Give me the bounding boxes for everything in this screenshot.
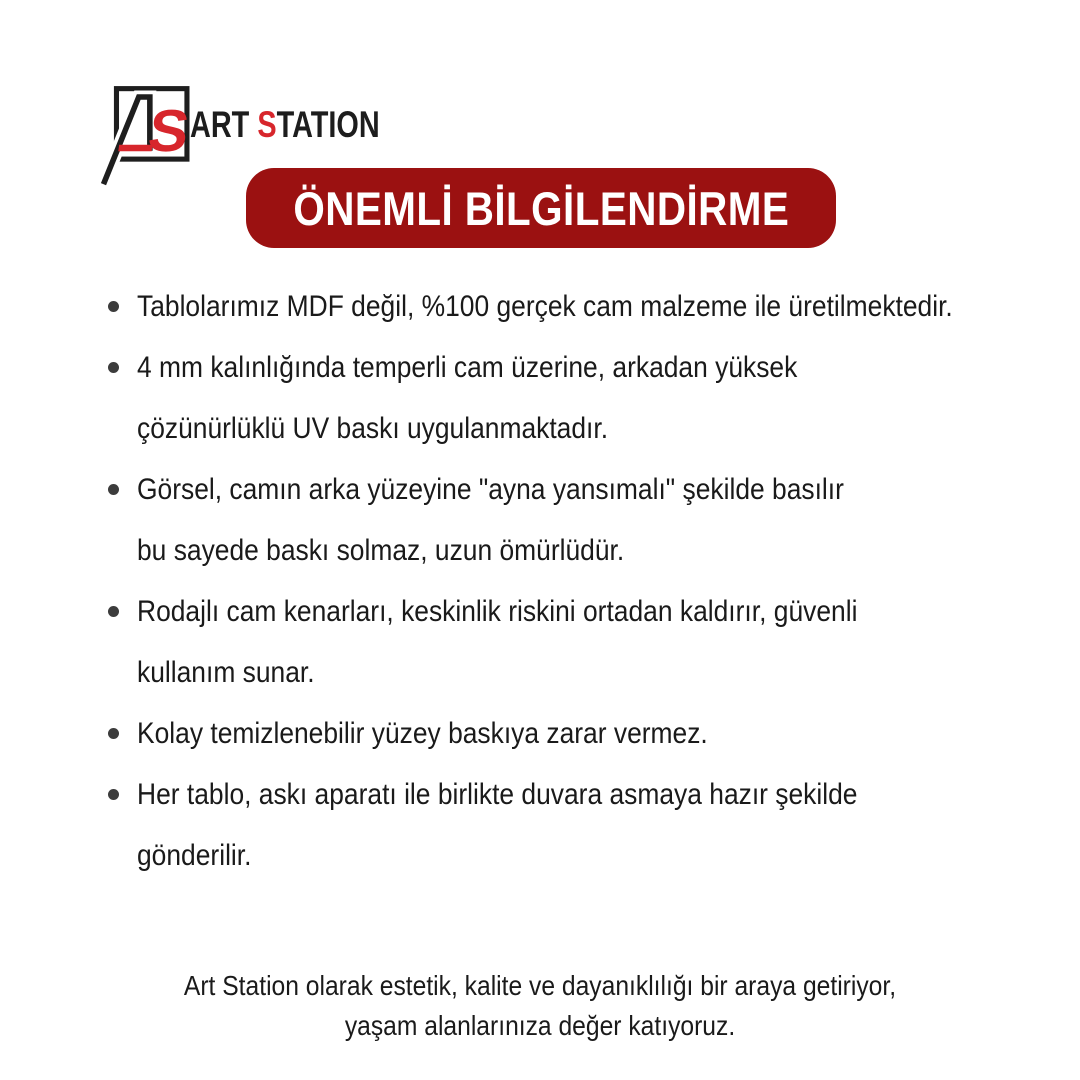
list-item	[108, 764, 1058, 886]
footer-line: yaşam alanlarınıza değer katıyoruz.	[344, 1010, 736, 1041]
wordmark-art: ART	[190, 104, 258, 145]
brand-wordmark	[190, 104, 380, 146]
bullet-dot-icon	[108, 484, 119, 495]
as-monogram-logo	[98, 84, 198, 186]
wordmark-tation: TATION	[276, 104, 380, 145]
feature-list	[108, 276, 1058, 886]
banner-title: ÖNEMLİ BİLGİLENDİRME	[293, 181, 789, 235]
bullet-dot-icon	[108, 789, 119, 800]
feature-line: Tablolarımız MDF değil, %100 gerçek cam malzeme ile üretilmektedir.	[137, 290, 953, 323]
list-item	[108, 459, 1058, 581]
list-item	[108, 703, 1058, 764]
footer-line: Art Station olarak estetik, kalite ve dayanıklılığı bir araya getiriyor,	[183, 970, 897, 1001]
feature-line: bu sayede baskı solmaz, uzun ömürlüdür.	[137, 534, 625, 567]
wordmark-s-accent: S	[257, 104, 277, 145]
footer-tagline	[0, 966, 1080, 1046]
list-item	[108, 276, 1058, 337]
feature-line: gönderilir.	[137, 839, 252, 872]
feature-line: Rodajlı cam kenarları, keskinlik riskini ortadan kaldırır, güvenli	[137, 595, 858, 628]
bullet-dot-icon	[108, 301, 119, 312]
feature-line: kullanım sunar.	[137, 656, 315, 689]
feature-line: Görsel, camın arka yüzeyine "ayna yansımalı" şekilde basılır	[137, 473, 844, 506]
feature-line: Her tablo, askı aparatı ile birlikte duvara asmaya hazır şekilde	[137, 778, 858, 811]
list-item	[108, 337, 1058, 459]
logo-s-glyph: S	[144, 97, 194, 164]
bullet-dot-icon	[108, 606, 119, 617]
bullet-dot-icon	[108, 728, 119, 739]
bullet-dot-icon	[108, 362, 119, 373]
feature-line: çözünürlüklü UV baskı uygulanmaktadır.	[137, 412, 609, 445]
important-info-banner	[246, 168, 836, 248]
feature-line: Kolay temizlenebilir yüzey baskıya zarar vermez.	[137, 717, 708, 750]
feature-line: 4 mm kalınlığında temperli cam üzerine, arkadan yüksek	[137, 351, 798, 384]
list-item	[108, 581, 1058, 703]
